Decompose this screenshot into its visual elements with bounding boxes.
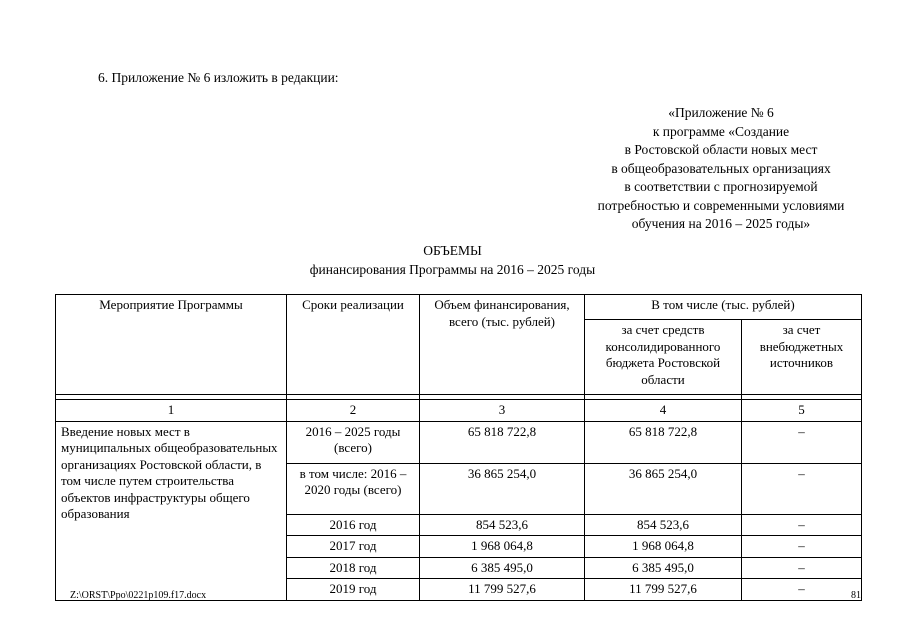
header-including: В том числе (тыс. рублей)	[585, 295, 862, 320]
document-title: ОБЪЕМЫ	[423, 243, 482, 258]
total-cell: 854 523,6	[420, 514, 585, 536]
extra-cell: –	[742, 514, 862, 536]
total-cell: 6 385 495,0	[420, 557, 585, 579]
header-extrabudget: за счет внебюджетных источников	[742, 320, 862, 395]
table-row	[56, 421, 862, 463]
header-measure: Мероприятие Программы	[56, 295, 287, 395]
total-cell: 11 799 527,6	[420, 579, 585, 601]
consolidated-cell: 65 818 722,8	[585, 421, 742, 463]
appendix-line: в Ростовской области новых мест	[624, 142, 818, 157]
consolidated-cell: 1 968 064,8	[585, 536, 742, 558]
total-cell: 65 818 722,8	[420, 421, 585, 463]
column-number: 1	[56, 400, 287, 422]
intro-text: 6. Приложение № 6 изложить в редакции:	[98, 70, 339, 85]
consolidated-cell: 36 865 254,0	[585, 463, 742, 514]
header-total: Объем финансирования, всего (тыс. рублей)	[420, 295, 585, 395]
column-number: 5	[742, 400, 862, 422]
period-cell: 2019 год	[287, 579, 420, 601]
total-cell: 1 968 064,8	[420, 536, 585, 558]
appendix-line: в общеобразовательных организациях	[611, 160, 831, 176]
appendix-line: в соответствии с прогнозируемой	[624, 179, 818, 194]
period-cell: 2017 год	[287, 536, 420, 558]
consolidated-cell: 6 385 495,0	[585, 557, 742, 579]
total-cell: 36 865 254,0	[420, 463, 585, 514]
appendix-line: «Приложение № 6	[668, 105, 774, 120]
period-cell: 2016 год	[287, 514, 420, 536]
header-consolidated: за счет средств консолидированного бюджета Ростовской области	[585, 320, 742, 395]
document-subtitle: финансирования Программы на 2016 – 2025 годы	[309, 262, 596, 277]
consolidated-cell: 11 799 527,6	[585, 579, 742, 601]
appendix-line: к программе «Создание	[652, 123, 790, 139]
column-number: 2	[287, 400, 420, 422]
column-number-row	[56, 400, 862, 422]
column-number: 3	[420, 400, 585, 422]
extra-cell: –	[742, 421, 862, 463]
period-cell: в том числе: 2016 – 2020 годы (всего)	[287, 463, 420, 514]
footer-file-path: Z:\ORST\Ppo\0221p109.f17.docx	[70, 590, 207, 601]
appendix-line: потребностью и современными условиями	[597, 197, 845, 213]
column-number: 4	[585, 400, 742, 422]
period-cell: 2016 – 2025 годы (всего)	[287, 421, 420, 463]
measure-cell: Введение новых мест в муниципальных общеобразовательных организациях Ростовской области, в том числе путем строительства объектов инфраструктуры общего образования	[56, 421, 287, 600]
consolidated-cell: 854 523,6	[585, 514, 742, 536]
appendix-caption	[540, 104, 902, 234]
header-period: Сроки реализации	[287, 295, 420, 395]
page-number: 81	[851, 590, 861, 601]
extra-cell: –	[742, 463, 862, 514]
extra-cell: –	[742, 557, 862, 579]
extra-cell: –	[742, 579, 862, 601]
header-row	[56, 295, 862, 320]
appendix-line: обучения на 2016 – 2025 годы»	[631, 216, 811, 231]
extra-cell: –	[742, 536, 862, 558]
financing-table	[55, 294, 862, 601]
period-cell: 2018 год	[287, 557, 420, 579]
